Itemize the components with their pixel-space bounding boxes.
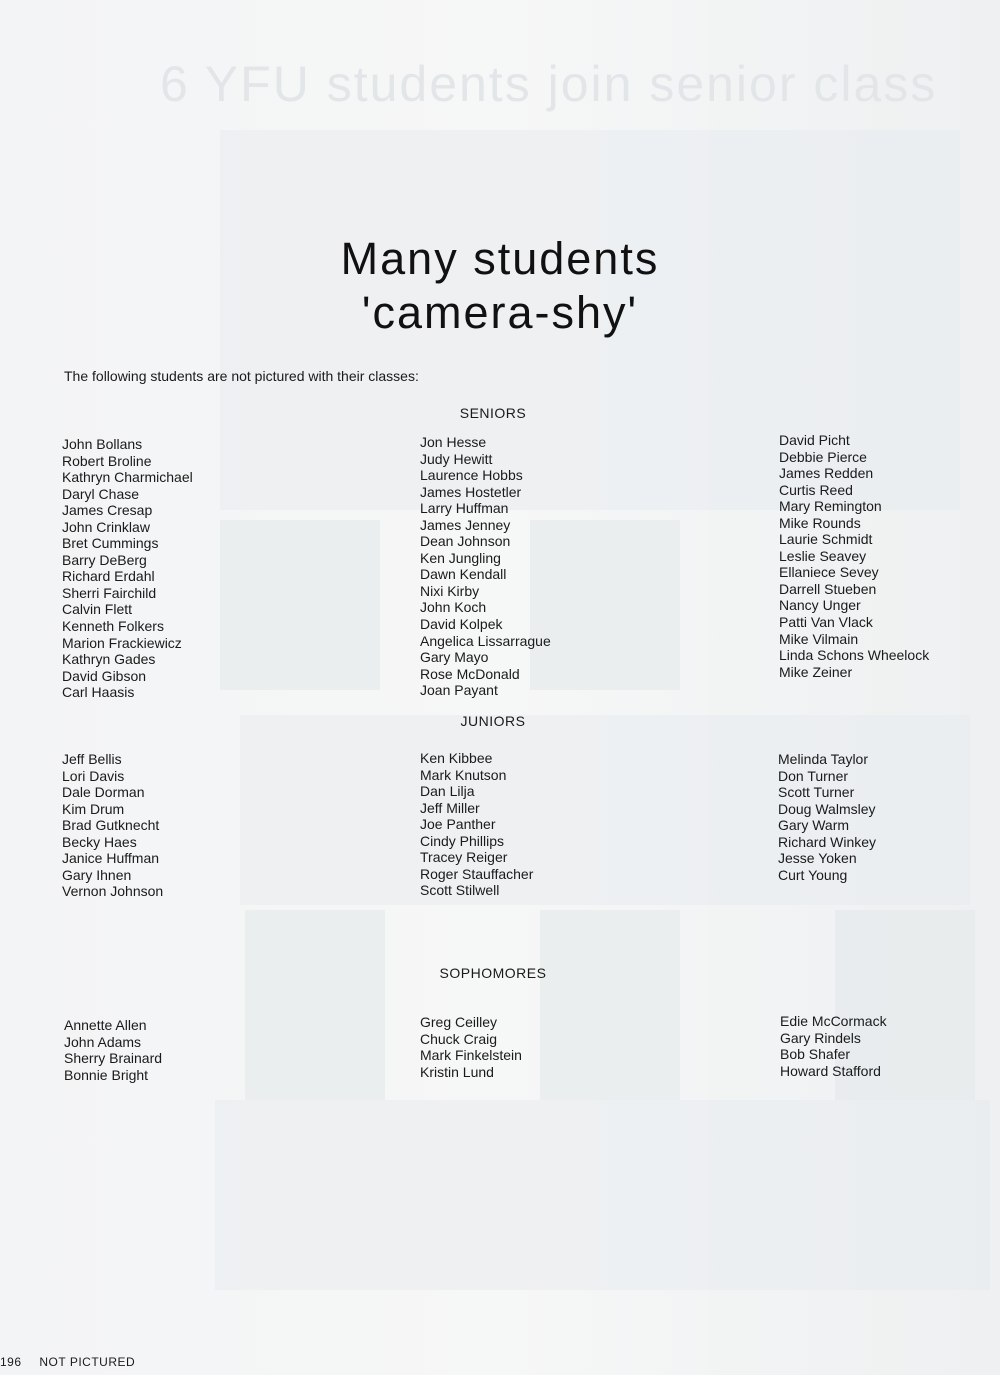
student-name: Chuck Craig xyxy=(420,1030,498,1047)
student-name: Scott Turner xyxy=(778,784,855,801)
show-through-photo xyxy=(245,910,385,1100)
student-name: Joe Panther xyxy=(420,816,496,833)
student-name: Mike Zeiner xyxy=(779,663,853,680)
student-name: Curtis Reed xyxy=(779,481,853,498)
student-name: Kathryn Charmichael xyxy=(62,469,193,486)
student-name: Gary Ihnen xyxy=(62,866,132,883)
student-name: James Redden xyxy=(779,465,874,482)
student-name: James Jenney xyxy=(420,516,511,533)
student-name: Gary Rindels xyxy=(780,1029,861,1046)
sophomores-column-2 xyxy=(420,1014,522,1080)
seniors-column-3 xyxy=(779,432,929,680)
student-name: Sherry Brainard xyxy=(64,1050,163,1067)
student-name: Don Turner xyxy=(778,767,849,784)
show-through-photo xyxy=(530,520,680,690)
student-name: Ken Kibbee xyxy=(420,750,493,766)
student-name: James Cresap xyxy=(62,502,153,519)
student-name: Laurie Schmidt xyxy=(779,531,873,548)
student-name: John Bollans xyxy=(62,436,143,452)
student-name: Brad Gutknecht xyxy=(62,817,160,834)
student-name: Laurence Hobbs xyxy=(420,467,523,484)
show-through-heading: 6 YFU students join senior class xyxy=(160,56,938,112)
student-name: Rose McDonald xyxy=(420,665,520,682)
student-name: Calvin Flett xyxy=(62,601,133,618)
student-name: Nancy Unger xyxy=(779,597,861,614)
seniors-column-1 xyxy=(62,436,193,701)
student-name: Greg Ceilley xyxy=(420,1014,498,1030)
student-name: Daryl Chase xyxy=(62,485,140,502)
student-name: Barry DeBerg xyxy=(62,551,147,568)
student-name: David Kolpek xyxy=(420,616,503,633)
student-name: Edie McCormack xyxy=(780,1013,887,1029)
student-name: Linda Schons Wheelock xyxy=(779,647,930,664)
sophomores-column-3 xyxy=(780,1013,887,1079)
student-name: Mike Vilmain xyxy=(779,630,859,647)
student-name: Larry Huffman xyxy=(420,500,509,517)
student-name: Kathryn Gades xyxy=(62,651,156,668)
student-name: Joan Payant xyxy=(420,682,498,699)
student-name: Gary Warm xyxy=(778,817,850,834)
student-name: James Hostetler xyxy=(420,483,522,500)
student-name: Bob Shafer xyxy=(780,1046,851,1063)
intro-text: The following students are not pictured with their classes: xyxy=(64,368,419,384)
student-name: Dale Dorman xyxy=(62,784,145,801)
student-name: Mike Rounds xyxy=(779,514,861,531)
student-name: Mark Knutson xyxy=(420,766,507,783)
title-line-1: Many students xyxy=(340,233,660,284)
section-label: NOT PICTURED xyxy=(39,1355,136,1369)
student-name: Lori Davis xyxy=(62,767,125,784)
student-name: Dawn Kendall xyxy=(420,566,507,583)
student-name: Darrell Stueben xyxy=(779,580,877,597)
juniors-column-1 xyxy=(62,751,163,900)
student-name: Mark Finkelstein xyxy=(420,1047,522,1064)
student-name: Bret Cummings xyxy=(62,535,159,552)
student-name: Janice Huffman xyxy=(62,850,160,867)
student-name: Angelica Lissarrague xyxy=(420,632,551,649)
student-name: Robert Broline xyxy=(62,452,152,469)
show-through-photo xyxy=(540,910,680,1100)
student-name: Debbie Pierce xyxy=(779,448,867,465)
student-name: Jeff Bellis xyxy=(62,751,122,767)
title-line-2: 'camera-shy' xyxy=(361,287,639,338)
student-name: Scott Stilwell xyxy=(420,882,500,899)
show-through-photo xyxy=(220,520,380,690)
student-name: Carl Haasis xyxy=(62,684,135,701)
student-name: Roger Stauffacher xyxy=(420,865,534,882)
student-name: Melinda Taylor xyxy=(778,751,869,767)
student-name: Ellaniece Sevey xyxy=(779,564,879,581)
student-name: Richard Winkey xyxy=(778,833,877,850)
student-name: Ken Jungling xyxy=(420,549,501,566)
student-name: Becky Haes xyxy=(62,833,137,850)
student-name: Dan Lilja xyxy=(420,783,475,800)
student-name: Kim Drum xyxy=(62,800,125,817)
student-name: Vernon Johnson xyxy=(62,883,164,900)
seniors-column-2 xyxy=(420,434,551,699)
student-name: Nixi Kirby xyxy=(420,582,480,599)
student-name: Tracey Reiger xyxy=(420,849,508,866)
student-name: Dean Johnson xyxy=(420,533,511,550)
student-name: Leslie Seavey xyxy=(779,547,867,564)
juniors-column-2 xyxy=(420,750,533,899)
student-name: Richard Erdahl xyxy=(62,568,155,585)
juniors-column-3 xyxy=(778,751,876,883)
student-name: John Koch xyxy=(420,599,487,616)
student-name: David Gibson xyxy=(62,667,147,684)
student-name: Gary Mayo xyxy=(420,649,489,666)
page-footer xyxy=(0,1355,135,1369)
student-name: John Crinklaw xyxy=(62,518,150,535)
student-name: Bonnie Bright xyxy=(64,1066,149,1083)
student-name: Annette Allen xyxy=(64,1017,147,1033)
student-name: Jon Hesse xyxy=(420,434,487,450)
seniors-heading: SENIORS xyxy=(459,405,527,421)
student-name: Cindy Phillips xyxy=(420,832,505,849)
show-through-photo-block xyxy=(215,1100,990,1290)
student-name: Jeff Miller xyxy=(420,799,480,816)
student-name: Doug Walmsley xyxy=(778,800,876,817)
page-number: 196 xyxy=(0,1355,22,1369)
student-name: Curt Young xyxy=(778,866,848,883)
sophomores-column-1 xyxy=(64,1017,162,1083)
student-name: Marion Frackiewicz xyxy=(62,634,182,651)
student-name: David Picht xyxy=(779,432,850,448)
sophomores-heading: SOPHOMORES xyxy=(439,965,547,981)
student-name: John Adams xyxy=(64,1033,142,1050)
student-name: Kenneth Folkers xyxy=(62,618,164,635)
page-title xyxy=(200,232,800,340)
student-name: Jesse Yoken xyxy=(778,850,857,867)
student-name: Kristin Lund xyxy=(420,1063,494,1080)
student-name: Sherri Fairchild xyxy=(62,584,157,601)
student-name: Mary Remington xyxy=(779,498,882,515)
student-name: Howard Stafford xyxy=(780,1062,881,1079)
juniors-heading: JUNIORS xyxy=(460,713,526,729)
student-name: Judy Hewitt xyxy=(420,450,493,467)
student-name: Patti Van Vlack xyxy=(779,614,873,631)
